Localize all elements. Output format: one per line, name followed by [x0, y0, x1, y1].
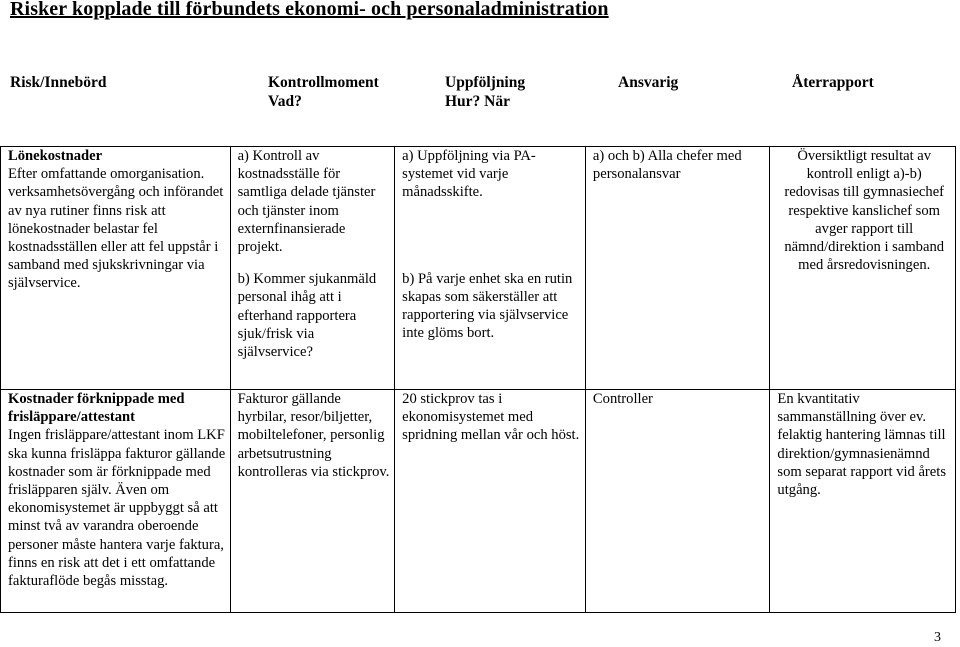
control-a: a) Kontroll av kostnadsställe för samtliga delade tjänster och tjänster inom externfinansierade projekt.: [237, 148, 376, 256]
followup-cell: [395, 390, 586, 613]
risk-title: Kostnader förknippade med frisläppare/attestant: [8, 391, 185, 426]
page-title: Risker kopplade till förbundets ekonomi- och personaladministration: [10, 0, 609, 20]
header-responsible: Ansvarig: [618, 74, 679, 91]
header-control: Kontrollmoment Vad?: [268, 74, 379, 110]
risk-title: Lönekostnader: [8, 148, 103, 164]
report-text: En kvantitativ sammanställning över ev. felaktig hantering lämnas till direktion/gymnasienämnd som separat rapport vid årets utgång.: [777, 391, 947, 499]
risk-table: [0, 146, 956, 613]
responsible-text: Controller: [592, 391, 653, 407]
responsible-cell: [585, 390, 770, 613]
control-cell: [230, 390, 395, 613]
risk-cell: [1, 147, 231, 390]
header-report: Återrapport: [792, 74, 874, 91]
column-header-row: [0, 73, 960, 113]
control-text: Fakturor gällande hyrbilar, resor/biljetter, mobiltelefoner, personlig arbetsutrustning kontrolleras via stickprov.: [237, 391, 390, 480]
control-b: b) Kommer sjukanmäld personal ihåg att i efterhand rapportera sjuk/frisk via självservice?: [237, 271, 377, 361]
risk-cell: [1, 390, 231, 613]
risk-text: Efter omfattande omorganisation. verksamhetsövergång och införandet av nya rutiner finns risk att lönekostnader belastar fel kostnadsställen eller att fel uppstår i samband med sjukskrivningar via självservice.: [8, 166, 224, 292]
followup-b: b) På varje enhet ska en rutin skapas som säkerställer att rapportering via självservice inte glöms bort.: [402, 270, 573, 342]
header-risk: Risk/Innebörd: [10, 74, 107, 91]
followup-a: a) Uppföljning via PA-systemet vid varje månadsskifte.: [402, 148, 536, 201]
header-followup: Uppföljning Hur? När: [445, 74, 526, 110]
report-cell: [770, 147, 956, 390]
control-cell: [230, 147, 395, 390]
report-text: Översiktligt resultat av kontroll enligt a)-b) redovisas till gymnasiechef respektive kanslichef som avger rapport till nämnd/direktion i samband med årsredovisningen.: [784, 148, 945, 274]
page-number: 3: [934, 630, 941, 645]
risk-text: Ingen frisläppare/attestant inom LKF ska kunna frisläppa fakturor gällande kostnader som är förknippade med frisläpparen själv. Även om ekonomisystemet är uppbyggt så att minst två av varandra oberoende personer måste hantera varje faktura, finns en risk att det i ett omfattande fakturaflöde begås misstag.: [8, 427, 226, 590]
responsible-cell: [585, 147, 770, 390]
responsible-text: a) och b) Alla chefer med personalansvar: [592, 148, 742, 183]
table-row: [1, 147, 956, 390]
report-cell: [770, 390, 956, 613]
followup-cell: [395, 147, 586, 390]
table-row: [1, 390, 956, 613]
followup-text: 20 stickprov tas i ekonomisystemet med spridning mellan vår och höst.: [402, 391, 580, 444]
